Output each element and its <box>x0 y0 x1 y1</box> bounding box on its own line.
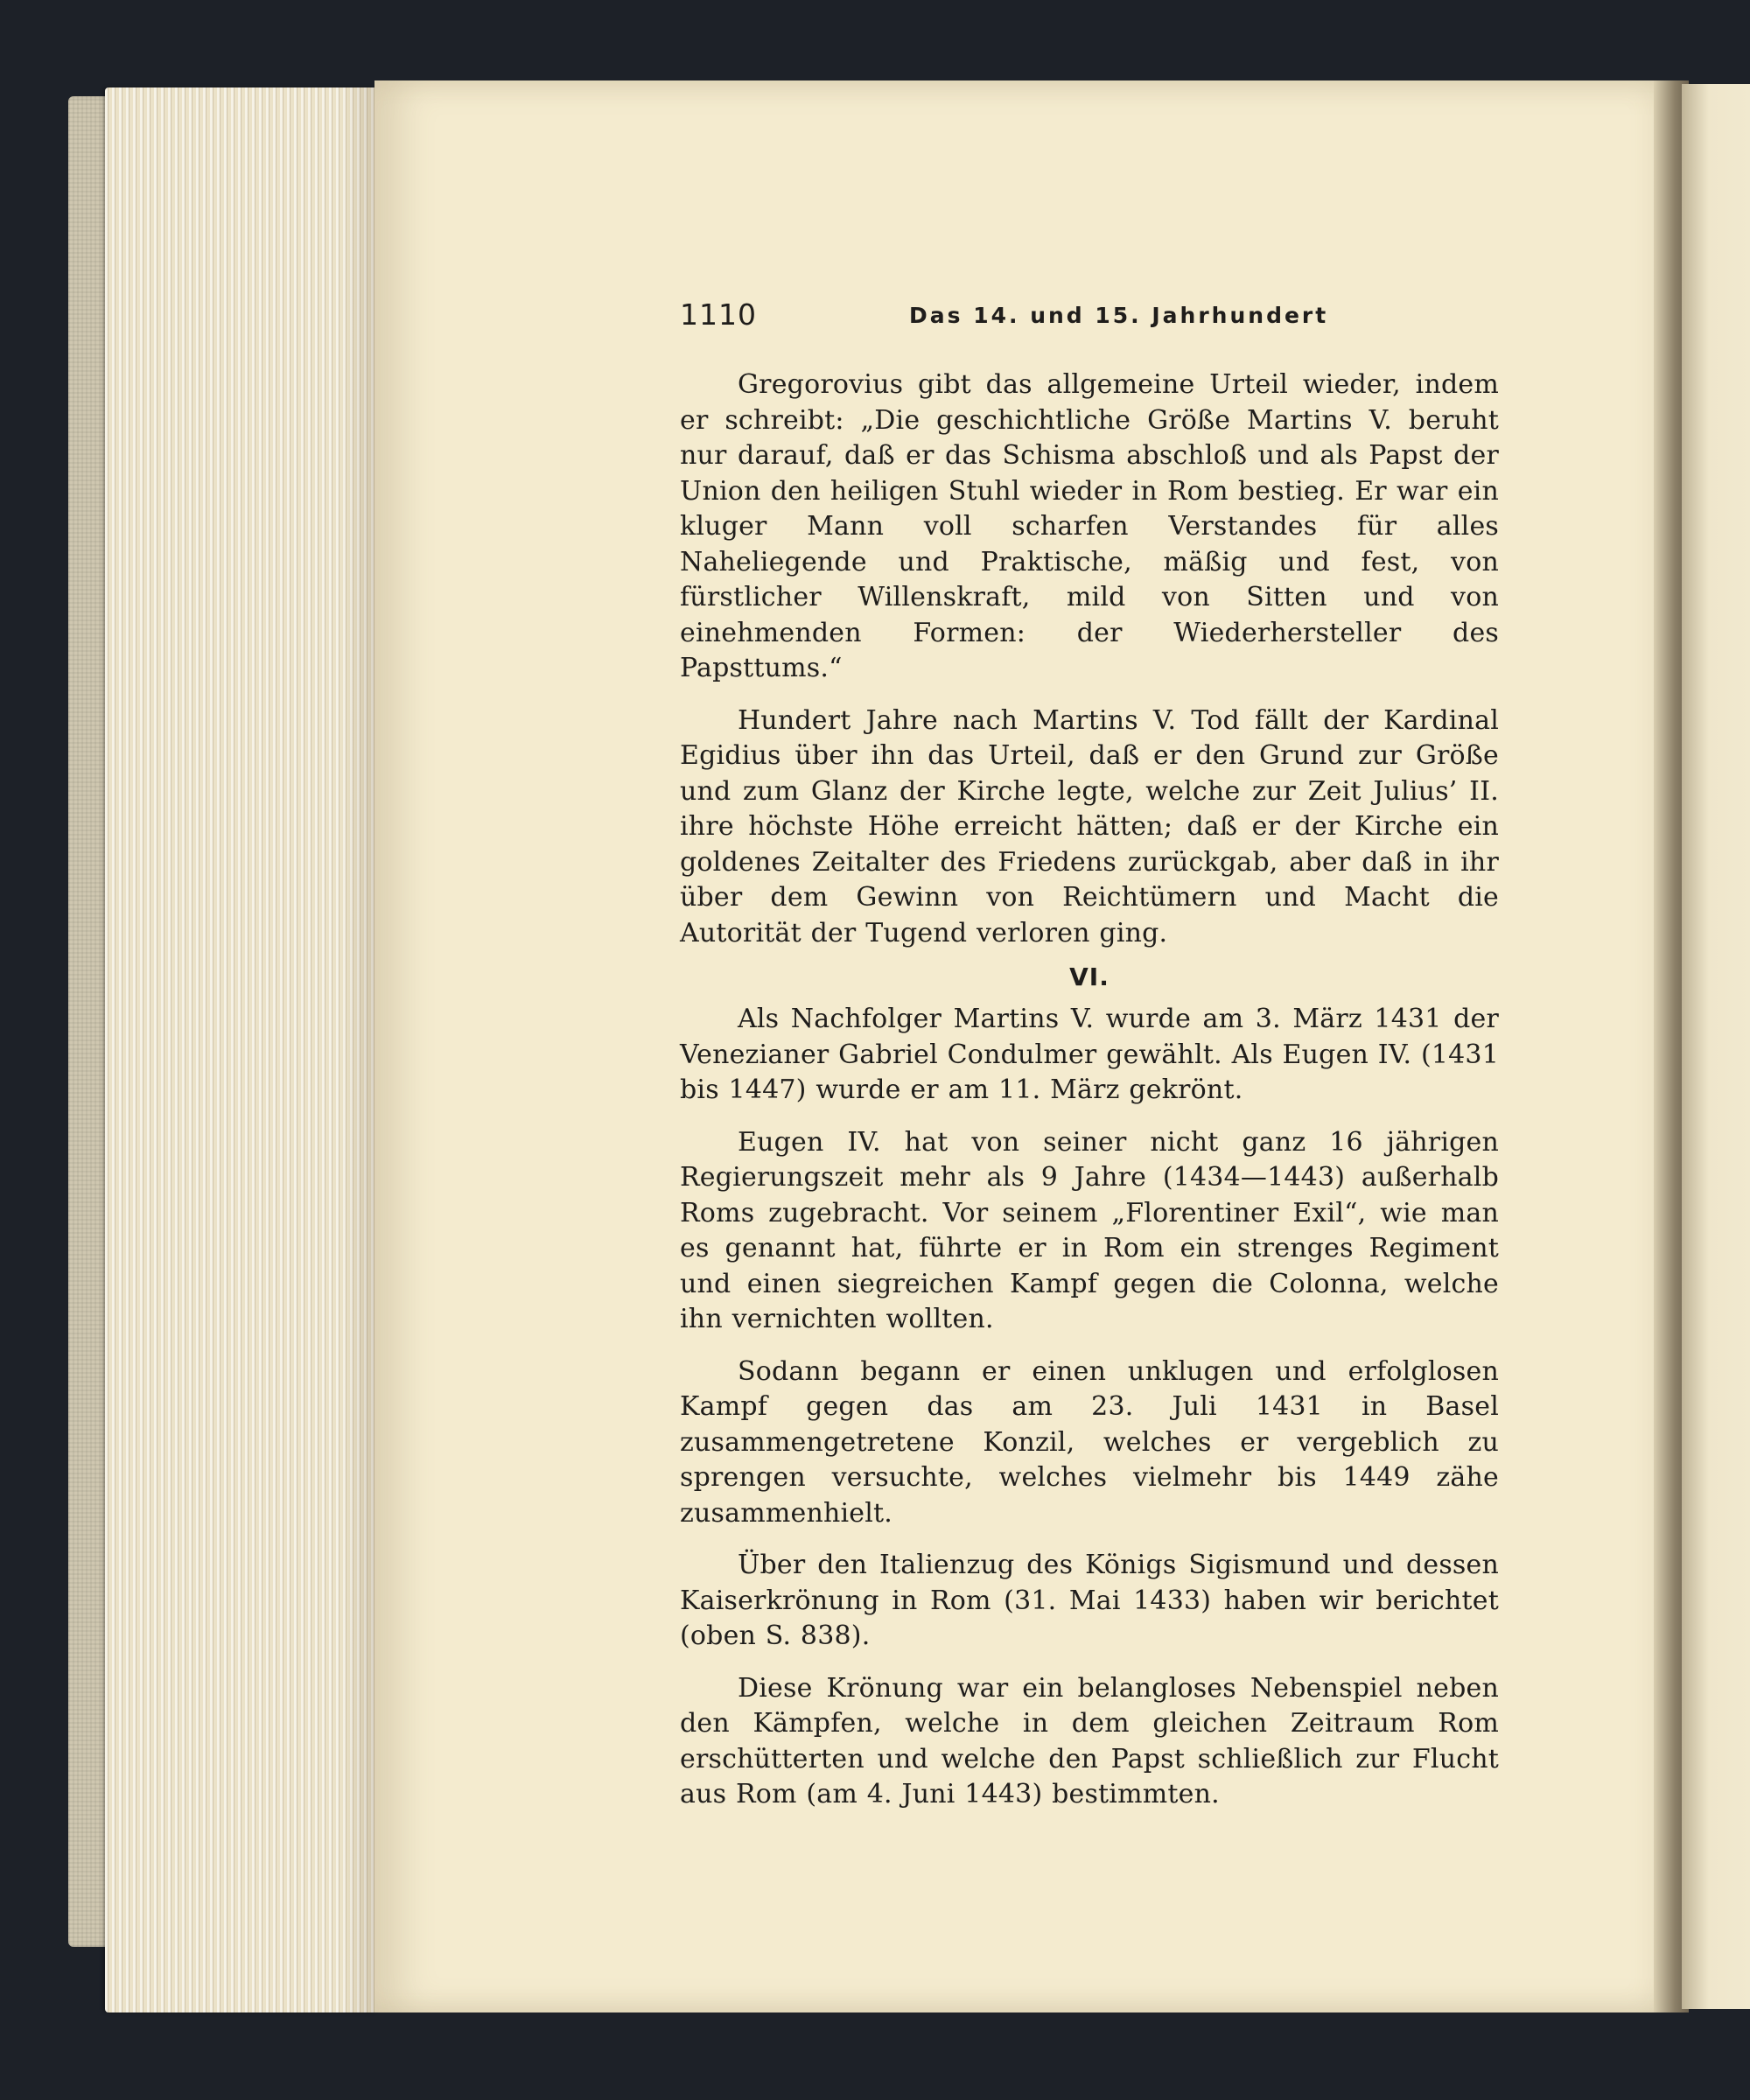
page-text-block <box>680 298 1499 1830</box>
paragraph: Als Nachfolger Martins V. wurde am 3. März 1431 der Venezianer Gabriel Condulmer gewählt. Als Eugen IV. (1431 bis 1447) wurde er am 11. März gekrönt. <box>680 1004 1499 1105</box>
running-head: Das 14. und 15. Jahrhundert <box>909 303 1329 328</box>
paragraph: Gregorovius gibt das allgemeine Urteil wieder, indem er schreibt: „Die geschichtliche Größe Martins V. beruht nur darauf, daß er das Schisma abschloß und als Papst der Union den heiligen Stuhl wieder in Rom bestieg. Er war ein kluger Mann voll scharfen Verstandes für alles Naheliegende und Praktische, mäßig und fest, von fürstlicher Willenskraft, mild von Sitten und von einehmenden Formen: der Wiederhersteller des Papsttums.“ <box>680 369 1499 683</box>
page-number: 1110 <box>680 298 757 332</box>
paragraph: Über den Italienzug des Königs Sigismund und dessen Kaiserkrönung in Rom (31. Mai 1433) haben wir berichtet (oben S. 838). <box>680 1550 1499 1651</box>
facing-page-edge <box>1682 84 1750 2009</box>
paragraph: Sodann begann er einen unklugen und erfolglosen Kampf gegen das am 23. Juli 1431 in Basel zusammengetretene Konzil, welches er vergeblich zu sprengen versuchte, welches vielmehr bis 1449 zähe zusammenhielt. <box>680 1355 1499 1529</box>
page-header <box>680 298 1499 341</box>
paragraph: Hundert Jahre nach Martins V. Tod fällt der Kardinal Egidius über ihn das Urteil, daß er den Grund zur Größe und zum Glanz der Kirche legte, welche zur Zeit Julius’ II. ihre höchste Höhe erreicht hätten; daß er der Kirche ein goldenes Zeitalter des Friedens zurückgab, aber daß in ihr über dem Gewinn von Reichtümern und Macht die Autorität der Tugend verloren ging. <box>680 704 1499 948</box>
paragraph: Eugen IV. hat von seiner nicht ganz 16 jährigen Regierungszeit mehr als 9 Jahre (1434—1443) außerhalb Roms zugebracht. Vor seinem „Florentiner Exil“, wie man es genannt hat, führte er in Rom ein strenges Regiment und einen siegreichen Kampf gegen die Colonna, welche ihn vernichten wollten. <box>680 1126 1499 1334</box>
paragraph: Diese Krönung war ein belangloses Nebenspiel neben den Kämpfen, welche in dem gleichen Zeitraum Rom erschütterten und welche den Papst schließlich zur Flucht aus Rom (am 4. Juni 1443) bestimmten. <box>680 1672 1499 1810</box>
section-heading: VI. <box>1069 962 1110 991</box>
page-stack-edges <box>105 88 376 2012</box>
